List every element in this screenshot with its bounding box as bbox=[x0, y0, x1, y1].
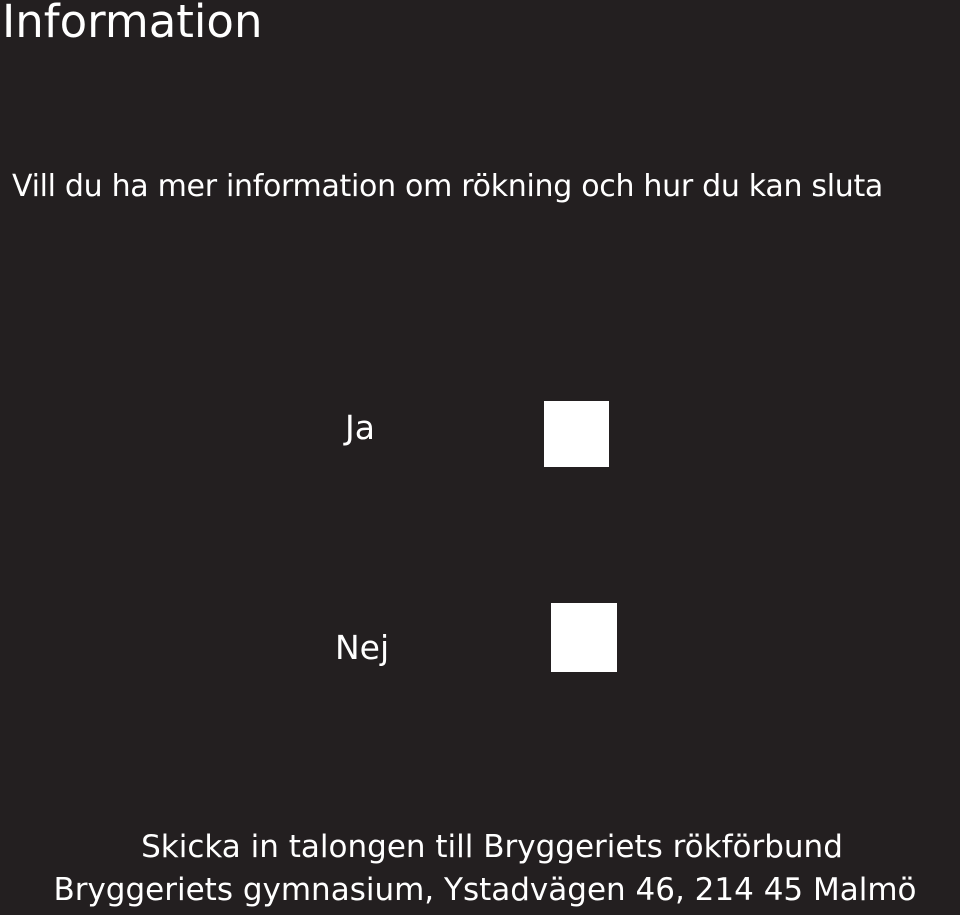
option-yes-checkbox[interactable] bbox=[544, 401, 609, 467]
page-title: Information bbox=[2, 0, 263, 48]
question-text: Vill du ha mer information om rökning och hur du kan sluta bbox=[12, 169, 884, 204]
option-no-label: Nej bbox=[335, 628, 390, 667]
footer-instruction: Skicka in talongen till Bryggeriets rökförbund bbox=[141, 829, 843, 865]
footer-address: Bryggeriets gymnasium, Ystadvägen 46, 214 45 Malmö bbox=[53, 872, 917, 908]
option-no-checkbox[interactable] bbox=[551, 603, 617, 672]
option-yes-label: Ja bbox=[345, 408, 375, 447]
